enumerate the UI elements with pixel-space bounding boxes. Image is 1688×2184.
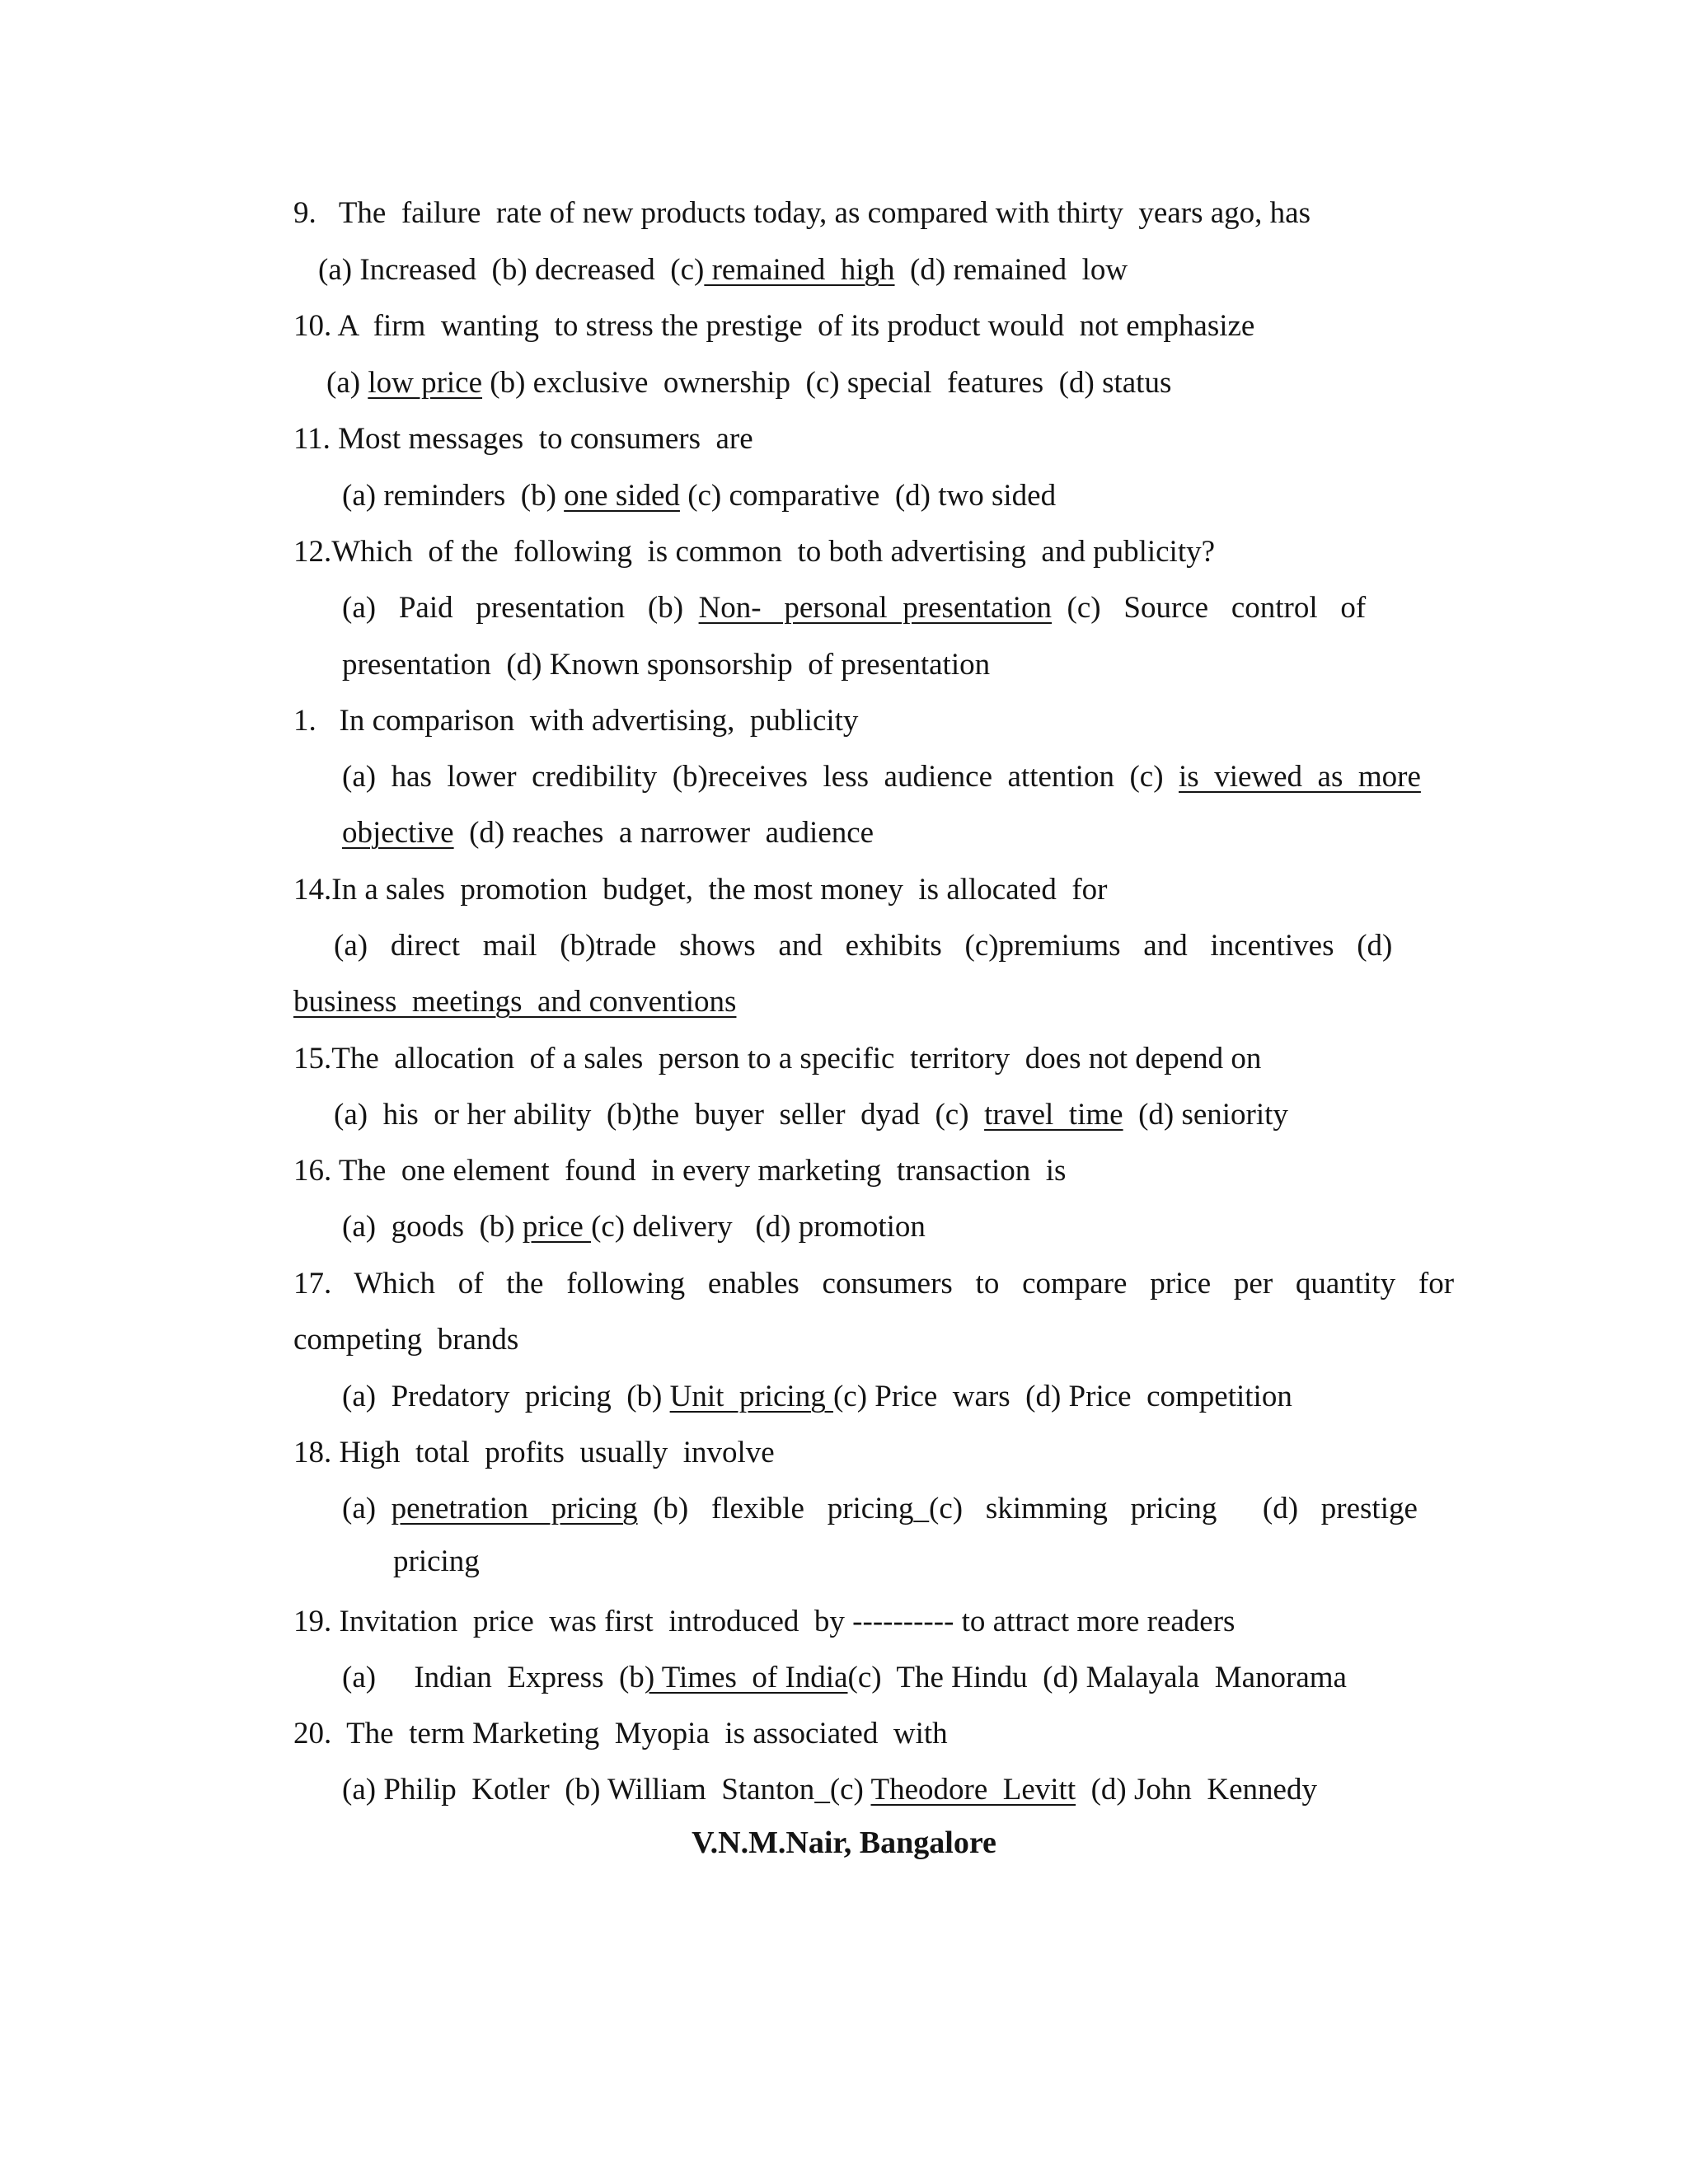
question-10-stem: 10. A firm wanting to stress the prestige of its product would not emphasize: [293, 309, 1255, 343]
question-9-options-prefix: (a) Increased (b) decreased (c): [318, 253, 705, 287]
question-19-stem: 19. Invitation price was first introduced by ---------- to attract more readers: [293, 1605, 1236, 1638]
question-11-stem: 11. Most messages to consumers are: [293, 422, 753, 456]
question-12-stem: 12.Which of the following is common to both advertising and publicity?: [293, 535, 1216, 569]
question-20-options: [342, 1772, 1317, 1810]
question-12-answer: Non- personal presentation: [698, 591, 1053, 625]
question-18-options-continued: pricing: [393, 1544, 480, 1578]
question-17-stem: 17. Which of the following enables consumers to compare price per quantity for: [293, 1267, 1455, 1301]
question-13-options: [342, 759, 1421, 797]
question-18-options-mid: (b) flexible pricing: [637, 1492, 914, 1526]
question-12-options-continued: presentation (d) Known sponsorship of presentation: [342, 648, 991, 682]
question-16-options-rest: (c) delivery (d) promotion: [591, 1210, 926, 1244]
question-17-stem-continued: competing brands: [293, 1323, 519, 1357]
question-13-options-rest: (d) reaches a narrower audience: [453, 816, 874, 850]
question-17-options-prefix: (a) Predatory pricing (b): [342, 1380, 670, 1413]
question-10-options-rest: (b) exclusive ownership (c) special features (d) status: [482, 366, 1172, 400]
question-9-options-rest: (d) remained low: [894, 253, 1128, 287]
question-14-stem: 14.In a sales promotion budget, the most money is allocated for: [293, 873, 1108, 907]
question-16-answer: price: [522, 1210, 592, 1244]
question-20-options-prefix: (a) Philip Kotler (b) William Stanton: [342, 1773, 815, 1807]
question-18-options: [342, 1491, 1418, 1529]
question-13-answer-part-1: is viewed as more: [1179, 760, 1421, 794]
question-14-answer: business meetings and conventions: [293, 985, 737, 1019]
question-17-answer: Unit pricing: [669, 1380, 833, 1413]
question-16-options-prefix: (a) goods (b): [342, 1210, 523, 1244]
question-9-answer: remained high: [704, 253, 895, 287]
question-15-stem: 15.The allocation of a sales person to a specific territory does not depend on: [293, 1042, 1262, 1076]
question-20-stem: 20. The term Marketing Myopia is associated with: [293, 1717, 948, 1750]
question-9-stem: 9. The failure rate of new products today, as compared with thirty years ago, has: [293, 196, 1311, 230]
question-14-options: (a) direct mail (b)trade shows and exhibits (c)premiums and incentives (d): [334, 929, 1393, 963]
question-15-options-rest: (d) seniority: [1123, 1098, 1288, 1132]
question-10-options: [326, 365, 1171, 403]
question-9-options: [318, 252, 1128, 290]
question-20-blank: _: [814, 1773, 830, 1807]
question-11-answer: one sided: [564, 479, 680, 513]
question-14-answer-line: [293, 984, 736, 1022]
question-16-stem: 16. The one element found in every marketing transaction is: [293, 1154, 1067, 1188]
question-19-options-prefix: (a) Indian Express (b: [342, 1661, 645, 1694]
question-15-options-prefix: (a) his or her ability (b)the buyer seller dyad (c): [334, 1098, 985, 1132]
question-11-options-rest: (c) comparative (d) two sided: [679, 479, 1057, 513]
question-18-blank: _: [913, 1492, 930, 1526]
question-18-options-rest: (c) skimming pricing (d) prestige: [929, 1492, 1418, 1526]
question-13-options-prefix: (a) has lower credibility (b)receives less audience attention (c): [342, 760, 1179, 794]
question-17-options-rest: (c) Price wars (d) Price competition: [832, 1380, 1292, 1413]
question-11-options: [342, 478, 1056, 516]
question-10-options-prefix: (a): [326, 366, 368, 400]
question-17-options: [342, 1379, 1292, 1417]
question-19-options-rest: (c) The Hindu (d) Malayala Manorama: [847, 1661, 1347, 1694]
question-20-answer: Theodore Levitt: [870, 1773, 1076, 1807]
question-13-answer-part-2: objective: [342, 816, 454, 850]
question-18-stem: 18. High total profits usually involve: [293, 1436, 775, 1469]
question-20-options-rest: (d) John Kennedy: [1076, 1773, 1317, 1807]
question-20-options-mid: (c): [829, 1773, 871, 1807]
question-19-answer: ) Times of India: [644, 1661, 848, 1694]
question-13-stem: 1. In comparison with advertising, publicity: [293, 704, 859, 738]
question-18-answer: penetration pricing: [391, 1492, 638, 1526]
question-12-options: [342, 590, 1422, 628]
question-19-options: [342, 1660, 1347, 1698]
question-16-options: [342, 1209, 926, 1247]
question-15-options: [334, 1097, 1288, 1135]
question-13-options-continued: [342, 815, 874, 853]
author-signature: V.N.M.Nair, Bangalore: [692, 1825, 996, 1860]
question-12-options-prefix: (a) Paid presentation (b): [342, 591, 699, 625]
question-18-options-prefix: (a): [342, 1492, 392, 1526]
question-15-answer: travel time: [984, 1098, 1123, 1132]
question-11-options-prefix: (a) reminders (b): [342, 479, 565, 513]
question-10-answer: low price: [368, 366, 483, 400]
question-12-options-rest: (c) Source control of: [1052, 591, 1367, 625]
